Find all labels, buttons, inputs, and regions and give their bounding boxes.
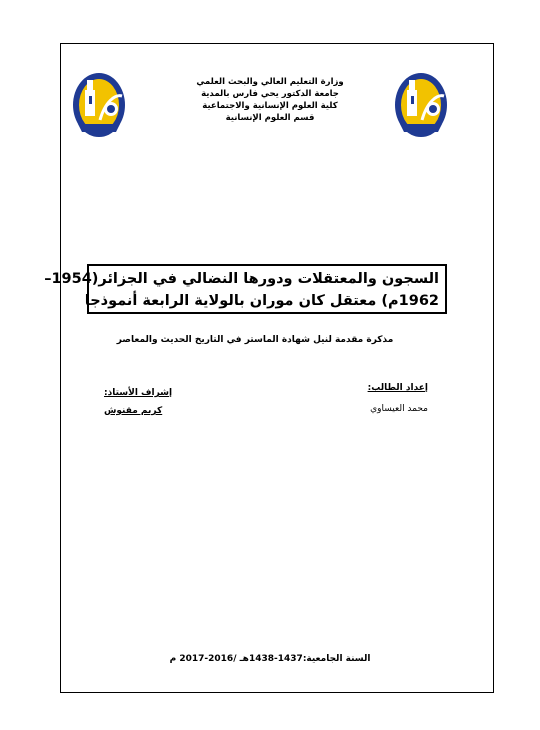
thesis-subtitle: مذكرة مقدمة لنيل شهادة الماستر في التاريخ الحديث والمعاصر — [116, 335, 394, 345]
academic-year: السنة الجامعية:1437-1438هـ /2016-2017 م — [169, 654, 371, 664]
supervisor-name: كريم مقنوش — [104, 406, 163, 416]
student-name: محمد العيساوي — [370, 404, 428, 414]
page-frame — [44, 43, 494, 693]
thesis-title-line-2: 1962م) معتقل كان موران بالولاية الرابعة أنموذجا — [84, 293, 439, 309]
university-name: جامعة الدكتور يحي فارس بالمدية — [201, 89, 339, 99]
supervisor-label: إشراف الأستاذ: — [104, 388, 173, 398]
thesis-title-box — [44, 264, 447, 314]
institution-header — [190, 76, 350, 124]
university-logo-left — [70, 66, 128, 140]
thesis-title-line-1: السجون والمعتقلات ودورها النضالي في الجزائر(1954– — [44, 271, 439, 287]
faculty-name: كلية العلوم الإنسانية والاجتماعية — [202, 101, 338, 111]
university-logo-right — [392, 66, 450, 140]
department-name: قسم العلوم الإنسانية — [225, 113, 315, 123]
ministry-name: وزارة التعليم العالي والبحث العلمي — [196, 77, 344, 87]
student-label: إعداد الطالب: — [367, 383, 428, 393]
